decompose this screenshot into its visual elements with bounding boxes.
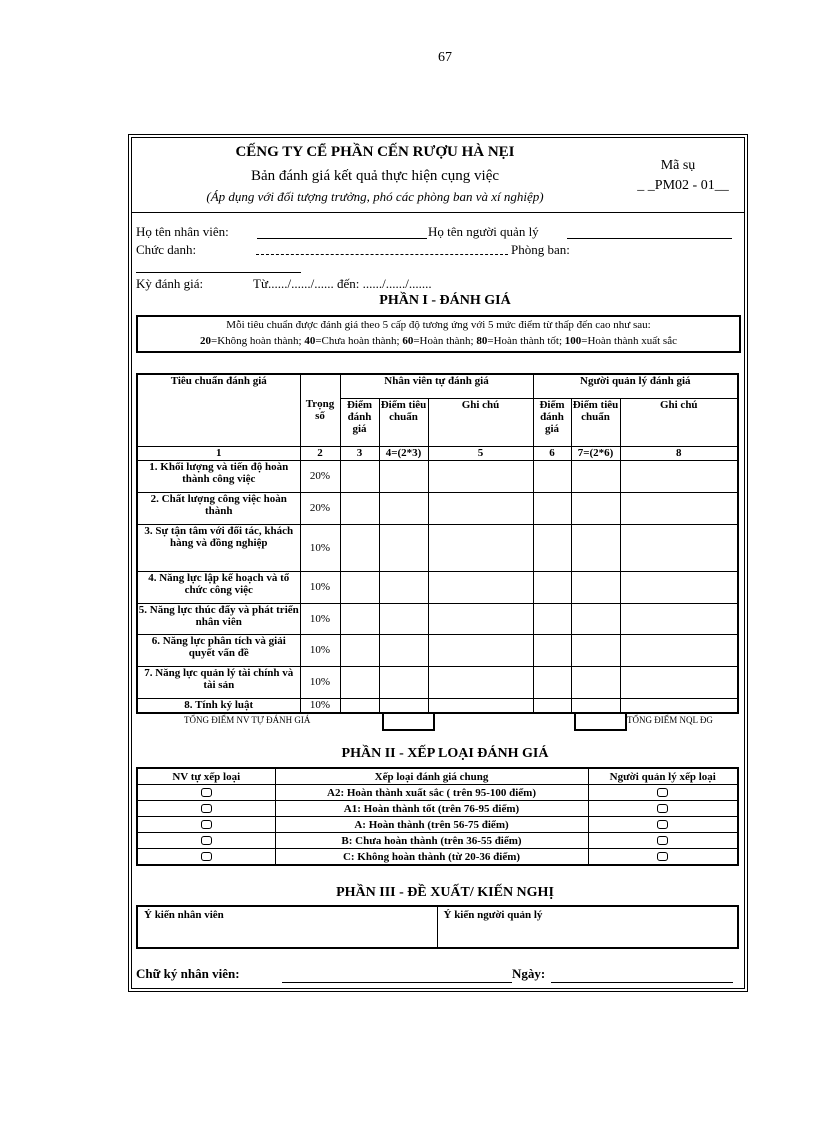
score-cell[interactable]	[379, 603, 428, 634]
manager-eval-header: Người quản lý đánh giá	[533, 374, 738, 398]
score-cell[interactable]	[340, 603, 379, 634]
manager-opinion-label: Ý kiến người quản lý	[443, 909, 543, 921]
criteria-weight: 10%	[300, 603, 340, 634]
note-cell[interactable]	[620, 634, 738, 666]
score-level-label: =Chưa hoàn thành;	[315, 335, 403, 347]
score-cell[interactable]	[571, 524, 620, 571]
table-row	[137, 801, 738, 817]
score-cell[interactable]	[340, 666, 379, 698]
table-row	[137, 603, 738, 634]
criteria-name: 1. Khối lượng và tiến độ hoàn thành công việc	[137, 460, 300, 492]
score-cell[interactable]	[379, 634, 428, 666]
score-cell[interactable]	[533, 524, 571, 571]
score-cell[interactable]	[533, 666, 571, 698]
header-divider	[131, 212, 745, 213]
self-rating-checkbox[interactable]	[201, 804, 212, 813]
score-level-value: 80	[476, 335, 488, 347]
score-level-value: 20	[200, 335, 212, 347]
table-row	[137, 571, 738, 603]
criteria-name: 2. Chất lượng công việc hoàn thành	[137, 492, 300, 524]
total-manager-box[interactable]	[574, 712, 627, 731]
date-field[interactable]	[551, 982, 733, 983]
evaluation-table	[136, 373, 739, 714]
score-cell[interactable]	[533, 603, 571, 634]
criteria-weight: 10%	[300, 524, 340, 571]
table-row	[137, 817, 738, 833]
note-cell[interactable]	[620, 460, 738, 492]
total-self-box[interactable]	[382, 712, 435, 731]
part1-title: PHẦN I - ĐÁNH GIÁ	[379, 293, 511, 308]
self-note-header: Ghi chú	[428, 398, 533, 446]
self-rating-checkbox[interactable]	[201, 852, 212, 861]
date-label: Ngày:	[512, 966, 546, 981]
col-number: 3	[340, 446, 379, 460]
note-cell[interactable]	[428, 603, 533, 634]
form-code-label: Mã sụ	[660, 158, 696, 173]
manager-rating-checkbox[interactable]	[657, 852, 668, 861]
score-cell[interactable]	[571, 666, 620, 698]
rating-table	[136, 767, 739, 866]
manager-rating-header: Người quản lý xếp loại	[588, 768, 738, 785]
score-cell[interactable]	[340, 571, 379, 603]
form-subtitle: (Áp dụng với đối tượng trưởng, phó các phòng ban và xí nghiệp)	[206, 189, 544, 204]
criteria-weight: 20%	[300, 460, 340, 492]
col-number: 5	[428, 446, 533, 460]
criteria-weight: 10%	[300, 571, 340, 603]
table-row	[137, 634, 738, 666]
scoring-note-box	[136, 315, 741, 353]
grade-label: B: Chưa hoàn thành (trên 36-55 điểm)	[275, 833, 588, 849]
grade-label: C: Không hoàn thành (từ 20-36 điểm)	[275, 849, 588, 866]
note-cell[interactable]	[620, 571, 738, 603]
opinion-table	[136, 905, 739, 949]
criteria-weight: 10%	[300, 698, 340, 713]
score-cell[interactable]	[533, 571, 571, 603]
table-row	[137, 524, 738, 571]
manager-rating-checkbox[interactable]	[657, 804, 668, 813]
mgr-std-score-header: Điểm tiêu chuẩn	[571, 398, 620, 446]
score-cell[interactable]	[533, 634, 571, 666]
self-rating-checkbox[interactable]	[201, 788, 212, 797]
criteria-header: Tiêu chuẩn đánh giá	[137, 374, 300, 446]
score-level-label: =Hoàn thành xuất sắc	[581, 335, 677, 347]
score-level-value: 100	[564, 335, 582, 347]
self-std-score-header: Điểm tiêu chuẩn	[379, 398, 428, 446]
score-cell[interactable]	[571, 492, 620, 524]
col-number: 2	[300, 446, 340, 460]
self-rating-checkbox[interactable]	[201, 836, 212, 845]
self-score-header: Điểm đánh giá	[340, 398, 379, 446]
employee-opinion-field[interactable]	[137, 906, 437, 948]
note-cell[interactable]	[428, 666, 533, 698]
score-cell[interactable]	[340, 492, 379, 524]
mgr-score-header: Điểm đánh giá	[533, 398, 571, 446]
score-cell[interactable]	[533, 460, 571, 492]
self-rating-header: NV tự xếp loại	[137, 768, 275, 785]
score-cell[interactable]	[340, 634, 379, 666]
company-name: CẾNG TY CỂ PHẦN CẾN RƯỢU HÀ NẸI	[235, 144, 515, 160]
period-value[interactable]: Từ....../....../...... đến: ....../....../.......	[253, 276, 432, 291]
employee-name-field[interactable]	[257, 238, 427, 239]
period-label: Kỳ đánh giá:	[136, 276, 204, 291]
position-field[interactable]	[256, 254, 508, 255]
score-cell[interactable]	[533, 698, 571, 713]
score-cell[interactable]	[379, 524, 428, 571]
grade-label: A: Hoàn thành (trên 56-75 điểm)	[275, 817, 588, 833]
score-cell[interactable]	[571, 698, 620, 713]
criteria-name: 8. Tính kỷ luật	[137, 698, 300, 713]
divider-short	[136, 272, 301, 273]
criteria-name: 6. Năng lực phân tích và giải quyết vấn đề	[137, 634, 300, 666]
employee-opinion-label: Ý kiến nhân viên	[144, 909, 224, 921]
note-cell[interactable]	[428, 524, 533, 571]
part3-title: PHẦN III - ĐỀ XUẤT/ KIẾN NGHỊ	[336, 885, 554, 900]
weight-header: Trọng số	[300, 374, 340, 446]
table-row	[137, 666, 738, 698]
total-self-label: TỔNG ĐIỂM NV TỰ ĐÁNH GIÁ	[184, 715, 311, 725]
total-manager-label: TỔNG ĐIỂM NQL ĐG	[627, 715, 713, 725]
score-cell[interactable]	[340, 524, 379, 571]
col-number: 1	[137, 446, 300, 460]
grade-label: A1: Hoàn thành tốt (trên 76-95 điểm)	[275, 801, 588, 817]
table-row	[137, 460, 738, 492]
score-level-value: 40	[304, 335, 316, 347]
col-number: 6	[533, 446, 571, 460]
manager-name-label: Họ tên người quản lý	[428, 224, 539, 239]
score-cell[interactable]	[571, 634, 620, 666]
criteria-name: 7. Năng lực quản lý tài chính và tài sản	[137, 666, 300, 698]
note-cell[interactable]	[428, 460, 533, 492]
score-cell[interactable]	[571, 571, 620, 603]
part2-title: PHẦN II - XẾP LOẠI ĐÁNH GIÁ	[341, 746, 549, 761]
table-row	[137, 833, 738, 849]
department-label: Phòng ban:	[511, 242, 570, 257]
criteria-weight: 20%	[300, 492, 340, 524]
note-cell[interactable]	[428, 634, 533, 666]
score-level-label: =Không hoàn thành;	[211, 335, 305, 347]
manager-rating-checkbox[interactable]	[657, 820, 668, 829]
note-cell[interactable]	[620, 492, 738, 524]
score-cell[interactable]	[533, 492, 571, 524]
score-cell[interactable]	[379, 698, 428, 713]
score-level-label: =Hoàn thành;	[413, 335, 477, 347]
note-cell[interactable]	[620, 603, 738, 634]
note-cell[interactable]	[428, 698, 533, 713]
employee-name-label: Họ tên nhân viên:	[136, 224, 229, 239]
col-number: 4=(2*3)	[379, 446, 428, 460]
score-cell[interactable]	[379, 492, 428, 524]
score-cell[interactable]	[571, 603, 620, 634]
criteria-weight: 10%	[300, 634, 340, 666]
criteria-name: 5. Năng lực thúc đẩy và phát triển nhân viên	[137, 603, 300, 634]
scoring-note-line1: Mỗi tiêu chuẩn được đánh giá theo 5 cấp độ tương ứng với 5 mức điểm từ thấp đến cao như sau:	[226, 319, 651, 331]
grade-label: A2: Hoàn thành xuất sắc ( trên 95-100 điểm)	[275, 785, 588, 801]
table-row	[137, 492, 738, 524]
note-cell[interactable]	[620, 666, 738, 698]
score-cell[interactable]	[379, 571, 428, 603]
note-cell[interactable]	[428, 571, 533, 603]
col-number: 8	[620, 446, 738, 460]
manager-rating-checkbox[interactable]	[657, 836, 668, 845]
score-cell[interactable]	[340, 460, 379, 492]
general-rating-header: Xếp loại đánh giá chung	[275, 768, 588, 785]
score-level-label: =Hoàn thành tốt;	[487, 335, 565, 347]
note-cell[interactable]	[620, 524, 738, 571]
form-title: Bản đánh giá kết quả thực hiện cụng việc	[250, 168, 500, 184]
criteria-name: 3. Sự tận tâm với đối tác, khách hàng và đồng nghiệp	[137, 524, 300, 571]
signature-field[interactable]	[282, 982, 512, 983]
table-row	[137, 785, 738, 801]
signature-label: Chữ ký nhân viên:	[136, 966, 240, 981]
score-cell[interactable]	[379, 460, 428, 492]
criteria-weight: 10%	[300, 666, 340, 698]
manager-name-field[interactable]	[567, 238, 732, 239]
page-number: 67	[438, 50, 452, 65]
note-cell[interactable]	[620, 698, 738, 713]
note-cell[interactable]	[428, 492, 533, 524]
manager-rating-checkbox[interactable]	[657, 788, 668, 797]
self-rating-checkbox[interactable]	[201, 820, 212, 829]
mgr-note-header: Ghi chú	[620, 398, 738, 446]
score-cell[interactable]	[340, 698, 379, 713]
score-cell[interactable]	[571, 460, 620, 492]
col-number: 7=(2*6)	[571, 446, 620, 460]
table-row	[137, 849, 738, 866]
criteria-name: 4. Năng lực lập kế hoạch và tổ chức công việc	[137, 571, 300, 603]
position-label: Chức danh:	[136, 242, 197, 257]
self-eval-header: Nhân viên tự đánh giá	[340, 374, 533, 398]
score-level-value: 60	[402, 335, 414, 347]
table-row	[137, 698, 738, 713]
manager-opinion-field[interactable]	[437, 906, 738, 948]
scoring-note-line2	[138, 333, 739, 349]
score-cell[interactable]	[379, 666, 428, 698]
form-code-value: _ _PM02 - 01__	[637, 178, 729, 193]
